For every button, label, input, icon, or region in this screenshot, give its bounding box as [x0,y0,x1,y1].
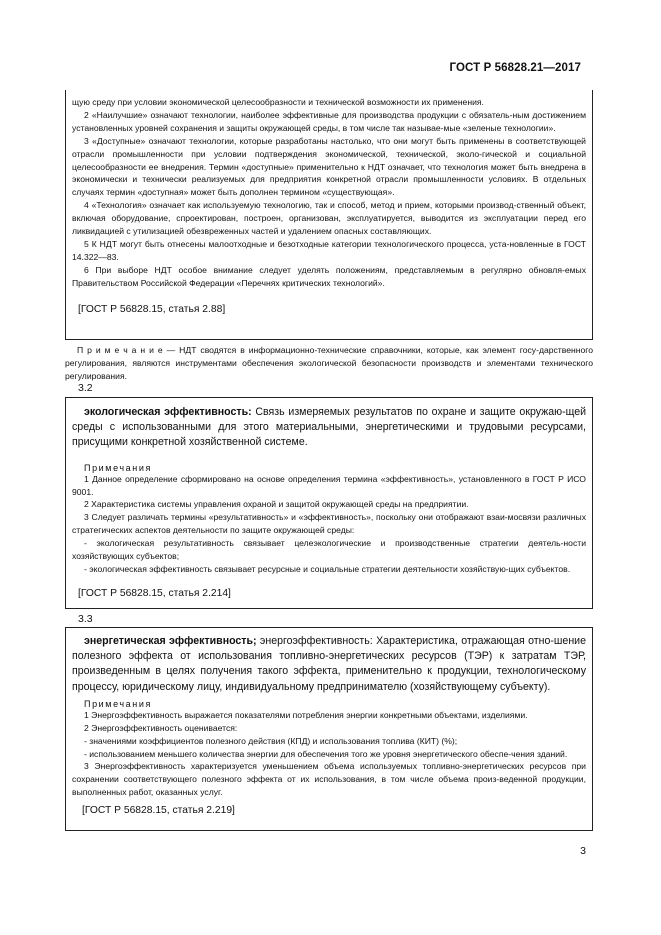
document-header: ГОСТ Р 56828.21—2017 [449,62,581,74]
note-item: - экологическая результативность связывает целеэкологические и производственные стратегии деятель-ности хозяйствующих субъектов; [72,538,586,562]
note-item: 2 Энергоэффективность оценивается: [84,722,238,733]
notes-heading: Примечания [84,698,152,709]
term: экологическая эффективность: [84,406,252,418]
note-item: 3 Следует различать термины «результативность» и «эффективность», поскольку они отображают взаи-мосвязи различных стратегических аспектов деятельности по защите окружающей среды: [72,512,586,536]
citation: [ГОСТ Р 56828.15, статья 2.88] [78,303,226,315]
note-line-4: 4 «Технология» означает как используемую технологию, так и способ, метод и прием, которыми производ-ственный объект, включая оборудование, спроектирован, построен, организован, эксплуатируется, выводится из эксплуатации перед его ликвидацией с утилизацией обезвреженных частей и удалением опасных составляющих. [72,200,586,237]
definition-frame-continued [65,90,593,340]
note-label: П р и м е ч а н и е [77,345,163,355]
note-item: - экологическая эффективность связывает ресурсные и социальные стратегии деятельности хозяйствую-щих субъектов. [84,563,571,574]
note-item: - использованием меньшего количества энергии для обеспечения того же уровня энергетического обеспе-чения зданий. [84,748,568,759]
note-line-5: 5 К НДТ могут быть отнесены малоотходные и безотходные категории технологического процесса, уста-новленные в ГОСТ 14.322—83. [72,238,586,262]
notes-heading: Примечания [84,462,152,473]
section-number: 3.3 [78,613,93,625]
citation: [ГОСТ Р 56828.15, статья 2.214] [78,587,231,599]
note-item: - значениями коэффициентов полезного действия (КПД) и использования топлива (КИТ) (%); [84,735,458,746]
note-line-3: 3 «Доступные» означают технологии, которые разработаны настолько, что они могут быть применены в соответствующей отрасли промышленности при условии подтверждения экономической, технической, эколо-гической и социальной целесообразности ее внедрения. Термин «доступные» применительно к НДТ означает, что технология может быть внедрена в экономически и технически реализуемых для предприятия конкретной отрасли промышленности условиях. В отдельных случаях термин «доступная» может быть дополнен термином «существующая». [72,135,586,198]
citation: [ГОСТ Р 56828.15, статья 2.219] [82,805,235,817]
note-item: 1 Данное определение сформировано на основе определения термина «эффективность», установленного в ГОСТ Р ИСО 9001. [72,473,586,497]
term: энергетическая эффективность; [84,635,257,647]
page-number: 3 [580,845,586,857]
note-item: 2 Характеристика системы управления охраной и защитой окружающей среды на предприятии. [84,499,469,510]
note-line-6: 6 При выборе НДТ особое внимание следует уделять положениям, представляемым в регулярно обновля-емых Правительством Российской Федерации «Перечнях критических технологий». [72,264,586,288]
note-item: 3 Энергоэффективность характеризуется уменьшением объема используемых топливно-энергетических ресурсов при сохранении соответствующего полезного эффекта от их использования, в том числе объема произ-веденной продукции, выполненных работ, оказанных услуг. [72,761,586,798]
standalone-note [65,344,593,383]
note-line-2: 2 «Наилучшие» означают технологии, наиболее эффективные для производства продукции с обязатель-ным достижением установленных уровней сохранения и защиты окружающей среды, в том числе так называе-мые «зеленые технологии». [72,109,586,133]
definition-frame-3-3 [65,627,593,831]
definition-frame-3-2 [65,397,593,609]
section-number: 3.2 [78,382,93,394]
definition-text: Связь измеряемых результатов по охране и защите окружаю-щей среды с использованными для этого материальными, энергетическими и трудовыми ресурсами, присущими конкретной хозяйственной системе. [72,406,586,449]
note-text: — НДТ сводятся в информационно-технические справочники, которые, как элемент госу-дарственного регулирования, являются инструментами обеспечения экологической безопасности производств и элементами технического регулирования. [65,345,593,381]
note-line-continued: щую среду при условии экономической целесообразности и технической возможности их применения. [72,97,484,107]
note-item: 1 Энергоэффективность выражается показателями потребления энергии конкретными объектами, изделиями. [84,709,528,720]
definition-text: энергоэффективность: Характеристика, отражающая отно-шение полезного эффекта от использования топливно-энергетических ресурсов (ТЭР) к затратам ТЭР, произведенным в целях получения такого эффекта, применительно к продукции, технологическому процессу, юридическому лицу, индивидуальному предпринимателю (хозяйствующему субъекту). [72,635,586,693]
